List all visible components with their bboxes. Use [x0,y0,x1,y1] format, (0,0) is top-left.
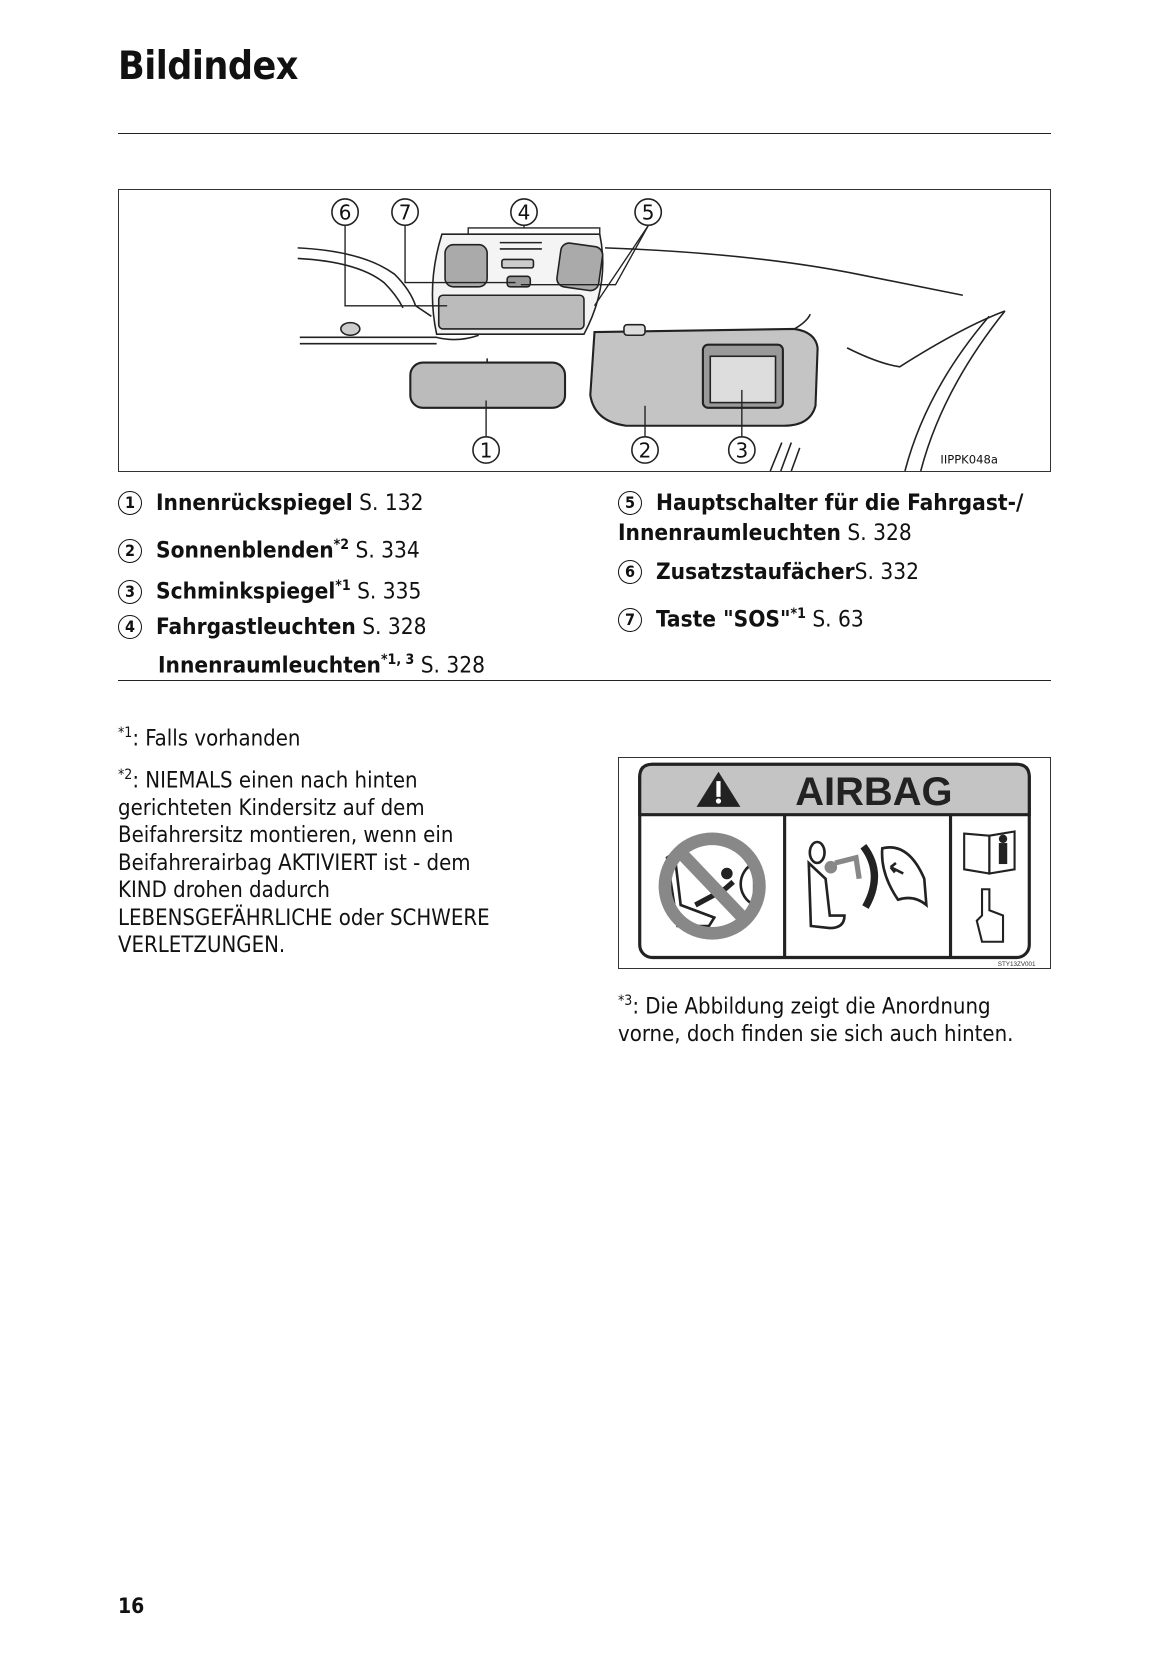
svg-text:6: 6 [338,200,352,225]
interior-illustration [118,189,1051,472]
airbag-warning-label [618,757,1051,969]
list-item: 7 Taste "SOS"$^{*1}$ S. 63 [618,600,864,634]
svg-text:5: 5 [641,200,655,225]
list-item: 1 Innenrückspiegel S. 132 [118,489,424,517]
callout-1 [473,437,499,463]
header-divider [118,133,1051,134]
list-divider [118,680,1051,681]
footnote-2: $^{*2}$: NIEMALS einen nach hinten gerichteten Kindersitz auf dem Beifahrersitz montieren, wenn ein Beifahrerairbag AKTIVIERT ist - dem KIND drohen dadurch LEBENSGEFÄHRLICHE oder SCHWERE VERLETZUNGEN. [118,767,490,959]
page-title: Bildindex [118,44,298,89]
figure-code: IIPPK048a [940,452,998,467]
svg-text:7: 7 [398,200,412,225]
list-item-continued: Innenraumleuchten S. 328 [618,520,912,546]
svg-text:4: 4 [517,200,531,225]
callout-2 [632,437,658,463]
svg-text:1: 1 [479,438,493,463]
list-item: 4 Fahrgastleuchten S. 328 [118,613,427,641]
list-item: 5 Hauptschalter für die Fahrgast-/ [618,489,1023,517]
svg-text:3: 3 [735,438,749,463]
svg-text:2: 2 [638,438,652,463]
footnote-3: $^{*3}$: Die Abbildung zeigt die Anordnung vorne, doch finden sie sich auch hinten. [618,993,1014,1047]
footnote-1: $^{*1}$: Falls vorhanden [118,725,301,752]
callout-7 [392,199,418,225]
label-code: STY13ZV001 [997,960,1036,968]
list-item: 2 Sonnenblenden$^{*2}$ S. 334 [118,531,420,565]
list-item: 3 Schminkspiegel$^{*1}$ S. 335 [118,572,421,606]
callout-6 [332,199,358,225]
page-number: 16 [118,1594,145,1618]
list-item-continued: Innenraumleuchten$^{*1, 3}$ S. 328 [158,652,486,679]
callout-5 [635,199,661,225]
list-item: 6 ZusatzstaufächerS. 332 [618,558,919,586]
airbag-title: AIRBAG [795,770,953,815]
callout-4 [511,199,537,225]
callout-3 [729,437,755,463]
